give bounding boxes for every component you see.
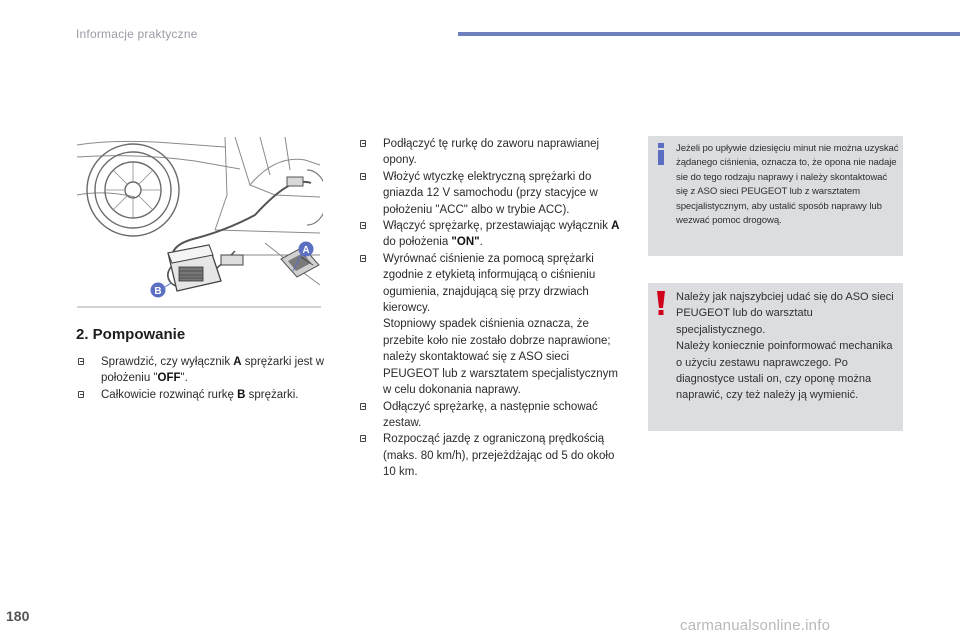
list-item: Włączyć sprężarkę, przestawiając wyłącznik A do położenia "ON". [358,218,626,251]
list-item: Włożyć wtyczkę elektryczną sprężarki do gniazda 12 V samochodu (przy stacyjce w położeniu "ACC" albo w trybie ACC). [358,169,626,218]
checkbox-bullet-icon [360,140,366,147]
list-item: Całkowicie rozwinąć rurkę B sprężarki. [76,387,338,403]
exclamation-icon [655,290,667,316]
list-item: Podłączyć tę rurkę do zaworu naprawianej opony. [358,136,626,169]
page-number: 180 [6,608,30,624]
middle-steps-list [358,136,626,481]
info-box [648,136,903,256]
warning-box [648,283,903,431]
checkbox-bullet-icon [360,403,366,410]
checkbox-bullet-icon [78,358,84,365]
checkbox-bullet-icon [360,173,366,180]
watermark: carmanualsonline.info [680,617,831,634]
left-steps-list [76,354,338,403]
header-accent-bar [458,32,960,36]
info-icon [655,142,667,166]
page-header-title: Informacje praktyczne [76,27,198,41]
checkbox-bullet-icon [360,222,366,229]
label-a-marker: A [302,245,310,256]
checkbox-bullet-icon [360,255,366,262]
list-item-note: Stopniowy spadek ciśnienia oznacza, że przebite koło nie zostało dobrze naprawione; należy skontaktować się z ASO sieci PEUGEOT lub z warsztatem specjalistycznym w celu dokonania naprawy. [383,318,618,397]
info-box-text: Jeżeli po upływie dziesięciu minut nie można uzyskać żądanego ciśnienia, oznacza to, że opona nie nadaje sie do tego rodzaju naprawy i należy skontaktować się z ASO sieci PEUGEOT lub z warsztatem specjalistycznym, aby ustalić sposób naprawy lub wezwać pomoc drogową. [676,143,899,227]
checkbox-bullet-icon [360,435,366,442]
list-item: Rozpocząć jazdę z ograniczoną prędkością (maks. 80 km/h), przejeżdżając od 5 do około 10 km. [358,431,626,480]
list-item: Odłączyć sprężarkę, a następnie schować zestaw. [358,399,626,432]
warning-box-text: Należy jak najszybciej udać się do ASO sieci PEUGEOT lub do warsztatu specjalistycznego. Należy koniecznie poinformować mechanika o użyciu zestawu naprawczego. Po diagnostyce ustali on, czy oponę można naprawić, czy też należy ją wymienić. [676,291,894,402]
label-b-marker: B [154,286,162,297]
list-item: Sprawdzić, czy wyłącznik A sprężarki jest w położeniu "OFF". [76,354,338,387]
list-item: Wyrównać ciśnienie za pomocą sprężarki zgodnie z etykietą informującą o ciśnieniu ogumienia, znajdującą się przy drzwiach kierowcy. Stopniowy spadek ciśnienia oznacza, że przebite koło nie zostało dobrze naprawione; należy skontaktować się z ASO sieci PEUGEOT lub z warsztatem specjalistycznym w celu dokonania naprawy. [358,251,626,399]
checkbox-bullet-icon [78,391,84,398]
section-title: 2. Pompowanie [76,326,186,343]
compressor-illustration [75,135,323,310]
